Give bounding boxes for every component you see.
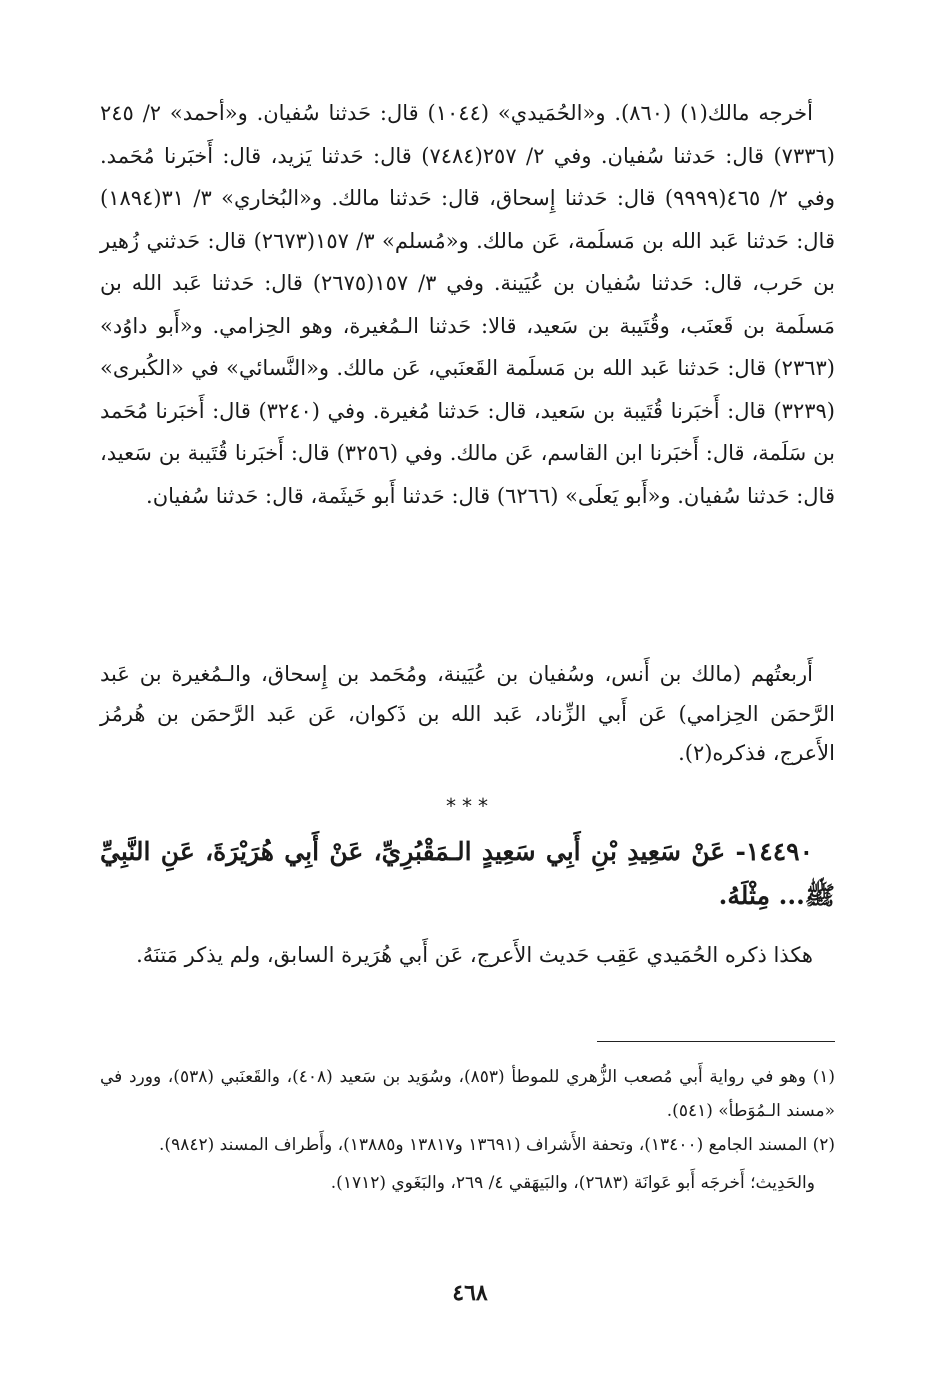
- footnote-2: (٢) المسند الجامع (١٣٤٠٠)، وتحفة الأَشراف (١٣٦٩١ و١٣٨١٧ و١٣٨٨٥)، وأَطراف المسند (٩٨٤٢).: [159, 1135, 835, 1155]
- section-separator: ***: [446, 794, 494, 818]
- takhrij-paragraph: [100, 92, 835, 517]
- summary-text: أَربعتُهم (مالك بن أَنس، وسُفيان بن عُيَينة، ومُحَمد بن إِسحاق، والـمُغيرة بن عَبد الرَّحمَن الحِزامي) عَن أَبي الزِّناد، عَبد الله بن ذَكوان، عَن عَبد الرَّحمَن بن هُرمُز الأَعرج، فذكره(٢).: [100, 662, 835, 765]
- page-number: ٤٦٨: [452, 1280, 488, 1306]
- footnote-1: (١) وهو في رواية أَبي مُصعب الزُّهري للموطأ (٨٥٣)، وسُوَيد بن سَعيد (٤٠٨)، والقَعنَبي (٥٣٨)، وورد في «مسند الـمُوَطأ» (٥٤١).: [100, 1067, 836, 1121]
- hadith-text: ١٤٤٩٠- عَنْ سَعِيدِ بْنِ أَبِي سَعِيدٍ الـمَقْبُرِيِّ، عَنْ أَبِي هُرَيْرَةَ، عَنِ النَّبِيِّ ﷺ... مِثْلَهُ.: [100, 837, 835, 910]
- footnote-2-continuation: والحَدِيث؛ أَخرجَه أَبو عَوانَة (٢٦٨٣)، والبَيهَقي ٤/ ٢٦٩، والبَغَوي (١٧١٢).: [330, 1173, 815, 1193]
- note-text: هكذا ذكره الحُمَيدي عَقِب حَديث الأَعرج، عَن أَبي هُرَيرة السابق، ولم يذكر مَتنَهُ.: [136, 943, 813, 967]
- takhrij-text: أخرجه مالك(١) (٨٦٠). و«الحُمَيدي» (١٠٤٤) قال: حَدثنا سُفيان. و«أحمد» ٢/ ٢٤٥ (٧٣٣٦) قال: حَدثنا سُفيان. وفي ٢/ ٢٥٧(٧٤٨٤) قال: حَدثنا يَزيد، قال: أَخبَرنا مُحَمد. وفي ٢/ ٤٦٥(٩٩٩٩) قال: حَدثنا إِسحاق، قال: حَدثنا مالك. و«البُخاري» ٣/ ٣١(١٨٩٤) قال: حَدثنا عَبد الله بن مَسلَمة، عَن مالك. و«مُسلم» ٣/ ١٥٧(٢٦٧٣) قال: حَدثني زُهير بن حَرب، قال: حَدثنا سُفيان بن عُيَينة. وفي ٣/ ١٥٧(٢٦٧٥) قال: حَدثنا عَبد الله بن مَسلَمة بن قَعنَب، وقُتَيبة بن سَعيد، قالا: حَدثنا الـمُغيرة، وهو الحِزامي. و«أَبو داوُد» (٢٣٦٣) قال: حَدثنا عَبد الله بن مَسلَمة القَعنَبي، عَن مالك. و«النَّسائي» في «الكُبرى» (٣٢٣٩) قال: أَخبَرنا قُتَيبة بن سَعيد، قال: حَدثنا مُغيرة. وفي (٣٢٤٠) قال: أَخبَرنا مُحَمد بن سَلَمة، قال: أَخبَرنا ابن القاسم، عَن مالك. وفي (٣٢٥٦) قال: أَخبَرنا قُتَيبة بن سَعيد، قال: حَدثنا سُفيان. و«أَبو يَعلَى» (٦٢٦٦) قال: حَدثنا أَبو خَيثَمة، قال: حَدثنا سُفيان.: [100, 101, 836, 508]
- hadith-block: [100, 830, 835, 918]
- note-paragraph: [100, 935, 835, 975]
- footnote-divider: [597, 1041, 835, 1042]
- footnotes-section: [100, 1060, 835, 1200]
- summary-paragraph: [100, 655, 835, 774]
